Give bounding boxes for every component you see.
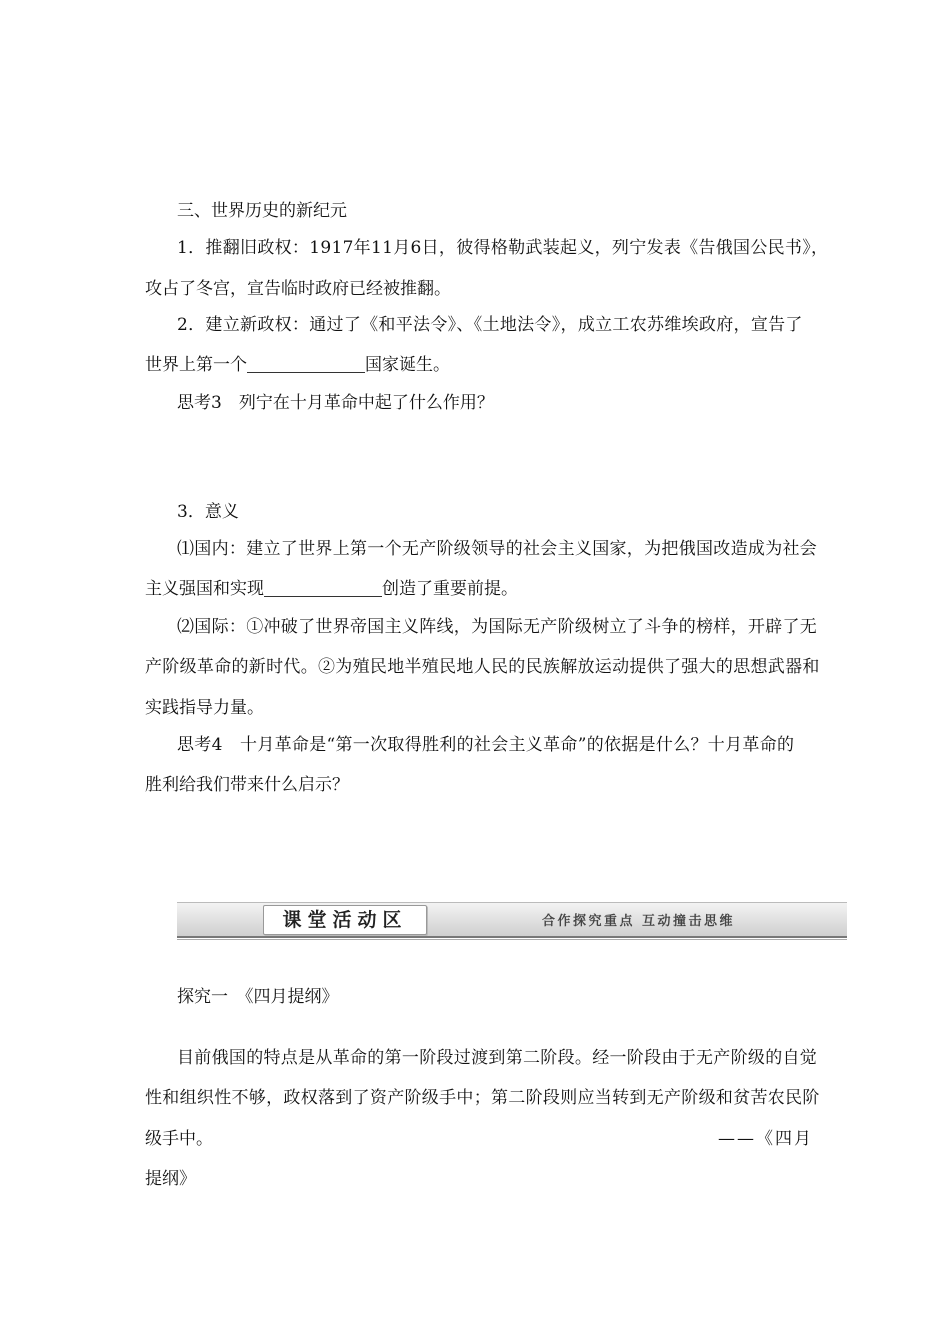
classroom-activity-banner [177,902,847,940]
quote-line1: 目前俄国的特点是从革命的第一阶段过渡到第二阶段。经一阶段由于无产阶级的自觉 [177,1048,818,1068]
domestic-text-post: 创造了重要前提。 [382,579,518,599]
quote-source-part1: ——《四月 [718,1129,813,1149]
domestic-significance-line2 [145,577,518,601]
new-regime-text-post: 国家诞生。 [365,355,450,375]
fill-blank-1[interactable] [247,355,365,373]
domestic-text-pre: 主义强国和实现 [145,579,264,599]
paragraph-new-regime-line1: 2．建立新政权：通过了《和平法令》、《土地法令》，成立工农苏维埃政府，宣告了 [177,315,803,335]
paragraph-overthrow-line2: 攻占了冬宫，宣告临时政府已经被推翻。 [145,279,451,299]
explore-1-heading: 探究一 《四月提纲》 [177,987,339,1007]
international-significance-line2: 产阶级革命的新时代。②为殖民地半殖民地人民的民族解放运动提供了强大的思想武器和 [145,657,820,677]
fill-blank-2[interactable] [264,579,382,597]
banner-rule [177,936,847,938]
paragraph-new-regime-line2 [145,353,450,377]
domestic-significance-line1: ⑴国内：建立了世界上第一个无产阶级领导的社会主义国家，为把俄国改造成为社会 [177,539,818,559]
think-question-4-line2: 胜利给我们带来什么启示？ [145,775,349,795]
banner-rule-thin [177,939,847,940]
think-question-4-line1: 思考4 十月革命是“第一次取得胜利的社会主义革命”的依据是什么？十月革命的 [177,735,795,755]
section-heading: 三、世界历史的新纪元 [177,201,347,221]
international-significance-line3: 实践指导力量。 [145,698,264,718]
quote-line2: 性和组织性不够，政权落到了资产阶级手中；第二阶段则应当转到无产阶级和贫苦农民阶 [145,1088,820,1108]
quote-line3: 级手中。 [145,1129,213,1149]
think-question-3: 思考3 列宁在十月革命中起了什么作用？ [177,393,494,413]
banner-subtitle: 合作探究重点 互动撞击思维 [542,914,736,929]
international-significance-line1: ⑵国际：①冲破了世界帝国主义阵线，为国际无产阶级树立了斗争的榜样，开辟了无 [177,617,818,637]
significance-heading: 3．意义 [177,502,239,522]
paragraph-overthrow-line1: 1．推翻旧政权：1917年11月6日，彼得格勒武装起义，列宁发表《告俄国公民书》， [177,238,829,258]
banner-title: 课堂活动区 [263,905,427,935]
new-regime-text-pre: 世界上第一个 [145,355,247,375]
quote-source-part2: 提纲》 [145,1169,196,1189]
